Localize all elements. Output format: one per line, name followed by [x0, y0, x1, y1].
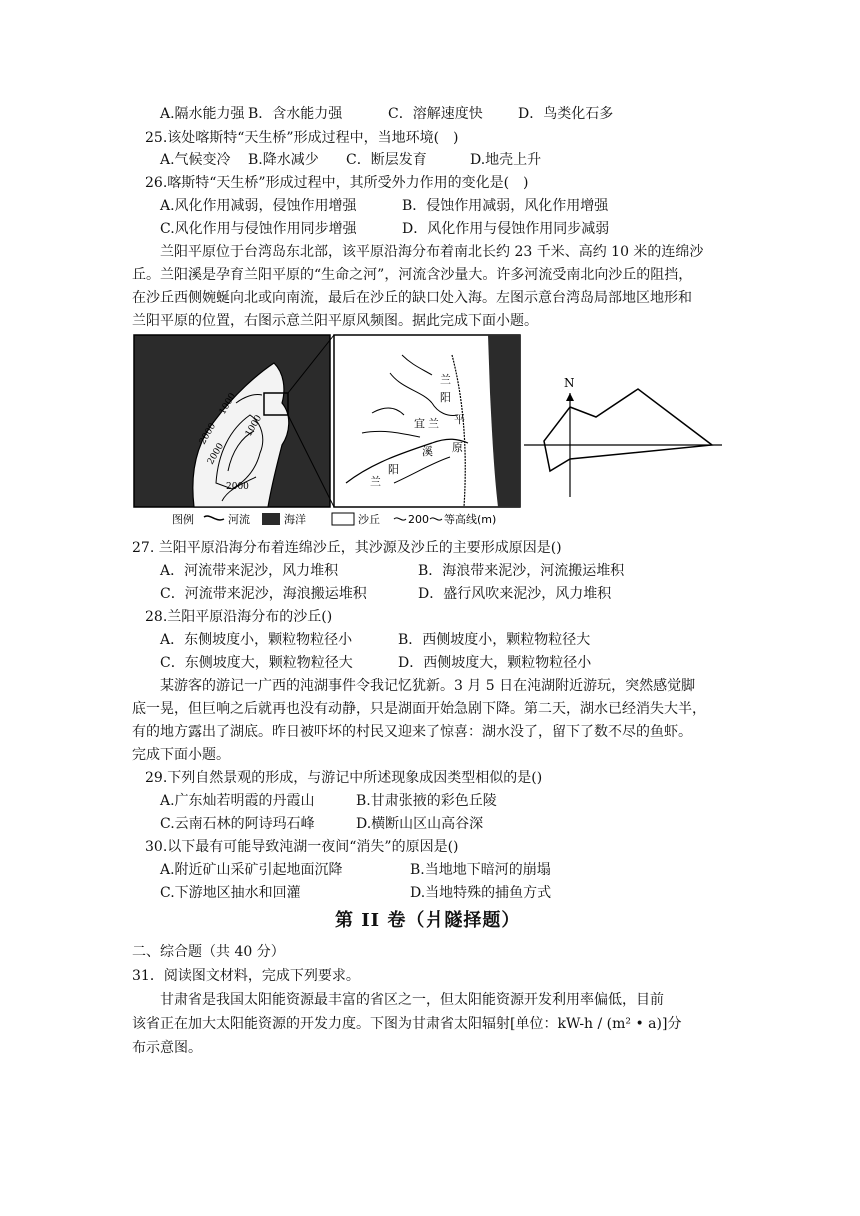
q28-stem: 28.兰阳平原沿海分布的沙丘() [145, 609, 333, 625]
passage-line: 在沙丘西侧婉蜒向北或向南流，最后在沙丘的缺口处入海。左图示意台湾岛局部地区地形和 [132, 290, 692, 306]
sea-legend-icon [262, 513, 280, 525]
passage-line: 有的地方露出了湖底。昨日被吓坏的村民又迎来了惊喜：湖水没了，留下了数不尽的鱼虾。 [132, 724, 692, 740]
q25-option-a: A.气候变冷 [160, 152, 231, 168]
map-label-lan3: 兰 [370, 475, 381, 488]
map-label-xi: 溪 [422, 445, 433, 458]
passage-line: 完成下面小题。 [132, 747, 230, 763]
river-legend-icon [204, 516, 224, 520]
q30-option-a: A.附近矿山采矿引起地面沉降 [160, 862, 343, 878]
north-label: N [564, 376, 575, 390]
q30-option-c: C.下游地区抽水和回灌 [160, 885, 301, 901]
q27-option-b: B．海浪带来泥沙，河流搬运堆积 [418, 563, 625, 579]
q28-option-a: A．东侧坡度小，颗粒物粒径小 [160, 632, 353, 648]
q30-option-d: D.当地特殊的捕鱼方式 [410, 885, 552, 901]
legend-contour: 等高线(m) [444, 513, 497, 526]
legend-dune: 沙丘 [358, 513, 380, 526]
q28-option-b: B．西侧坡度小，颗粒物粒径大 [398, 632, 591, 648]
q26-options-row1 [160, 196, 608, 216]
q25-option-d: D.地壳上升 [470, 152, 542, 168]
map-label-yang: 阳 [440, 391, 451, 404]
q28-option-c: C．东侧坡度大，颗粒物粒径大 [160, 655, 353, 671]
q27-stem: 27. 兰阳平原沿海分布着连绵沙丘，其沙源及沙丘的主要形成原因是() [132, 540, 562, 556]
contour-label: 2000 [226, 482, 249, 492]
map-label-lan: 兰 [440, 373, 451, 386]
q31-text-line: 布示意图。 [132, 1040, 202, 1056]
map-label-ping: 平 [454, 413, 465, 426]
q26-option-c: C.风化作用与侵蚀作用同步增强 [160, 221, 357, 237]
figure-legend [172, 512, 496, 526]
q31-text-line: 该省正在加大太阳能资源的开发力度。下图为甘肃省太阳辐射[单位：kW-h / (m² • a)]分 [132, 1016, 682, 1032]
q24-option-a: A.隔水能力强 [160, 106, 245, 122]
q24-option-d: D．鸟类化石多 [518, 106, 614, 122]
contour-label: 1000 [217, 391, 239, 417]
q30-options-row1 [160, 860, 551, 880]
contour-label: 2000 [197, 421, 219, 447]
contour-label: 1000 [243, 413, 265, 439]
lanyang-figure [132, 333, 728, 529]
passage-line: 兰阳平原位于台湾岛东北部，该平原沿海分布着南北长约 23 千米、高约 10 米的连绵沙 [160, 244, 704, 260]
q27-option-a: A．河流带来泥沙，风力堆积 [160, 563, 339, 579]
q29-option-c: C.云南石林的阿诗玛石峰 [160, 816, 315, 832]
part2-title: 第 II 卷（爿隧择题） [335, 910, 521, 931]
q26-stem: 26.喀斯特“天生桥”形成过程中，其所受外力作用的变化是( ) [145, 175, 529, 191]
contour-legend-icon [394, 518, 406, 520]
q25-option-b: B.降水减少 [248, 152, 319, 168]
q29-option-d: D.横断山区山高谷深 [356, 816, 484, 832]
q25-options [160, 150, 541, 170]
wind-frequency-rose [524, 376, 722, 497]
q30-options-row2 [160, 883, 551, 903]
contour-legend-tail [430, 518, 442, 520]
q30-stem: 30.以下最有可能导致沌湖一夜间“消失”的原因是() [145, 839, 459, 855]
q27-options-row1 [160, 561, 624, 581]
legend-river: 河流 [228, 513, 250, 526]
part2-section-heading: 二、综合题（共 40 分） [132, 944, 285, 960]
q29-option-b: B.甘肃张掖的彩色丘陵 [356, 793, 497, 809]
q27-option-c: C．河流带来泥沙，海浪搬运堆积 [160, 586, 367, 602]
q31-text-line: 甘肃省是我国太阳能资源最丰富的省区之一，但太阳能资源开发利用率偏低，目前 [160, 992, 664, 1008]
q25-stem: 25.该处喀斯特“天生桥”形成过程中，当地环境( ) [145, 130, 459, 146]
q28-options-row1 [160, 630, 590, 650]
q29-options-row2 [160, 814, 483, 834]
q24-option-c: C．溶解速度快 [388, 106, 483, 122]
q26-option-d: D．风化作用与侵蚀作用同步减弱 [402, 221, 610, 237]
contour-label: 2000 [205, 441, 227, 467]
q26-options-row2 [160, 219, 609, 239]
passage-line: 底一晃，但巨响之后就再也没有动静，只是湖面开始急剧下降。第二天，湖水已经消失大半， [132, 701, 706, 717]
q25-option-c: C．断层发育 [346, 152, 427, 168]
q26-option-b: B．侵蚀作用减弱，风化作用增强 [402, 198, 609, 214]
q26-option-a: A.风化作用减弱，侵蚀作用增强 [160, 198, 357, 214]
map-label-yi: 宜 [414, 417, 425, 430]
passage-line: 某游客的游记一广西的沌湖事件令我记忆犹新。3 月 5 日在沌湖附近游玩，突然感觉脚 [160, 678, 696, 694]
passage-line: 兰阳平原的位置，右图示意兰阳平原风频图。据此完成下面小题。 [132, 313, 538, 329]
q29-options-row1 [160, 791, 497, 811]
q27-option-d: D．盛行风吹来泥沙，风力堆积 [418, 586, 612, 602]
legend-title: 图例 [172, 513, 194, 526]
legend-contour-number: 200 [408, 513, 429, 526]
map-label-yuan: 原 [452, 441, 463, 454]
taiwan-terrain-map [134, 335, 330, 507]
q29-option-a: A.广东灿若明霞的丹霞山 [160, 793, 315, 809]
map-label-yang2: 阳 [388, 463, 399, 476]
q24-option-b: B．含水能力强 [248, 106, 343, 122]
q27-options-row2 [160, 584, 611, 604]
lanyang-plain-map [334, 335, 520, 507]
q31-stem: 31．阅读图文材料，完成下列要求。 [132, 968, 360, 984]
q29-stem: 29.下列自然景观的形成，与游记中所述现象成因类型相似的是() [145, 770, 543, 786]
dune-legend-icon [332, 513, 354, 525]
passage-line: 丘。兰阳溪是孕育兰阳平原的“生命之河”，河流含沙量大。许多河流受南北向沙丘的阻挡， [132, 267, 693, 283]
q28-options-row2 [160, 653, 591, 673]
q30-option-b: B.当地地下暗河的崩塌 [410, 862, 551, 878]
map-label-lan2: 兰 [428, 417, 439, 430]
q28-option-d: D．西侧坡度大，颗粒物粒径小 [398, 655, 592, 671]
legend-sea: 海洋 [284, 513, 306, 526]
q24-options [160, 104, 613, 124]
